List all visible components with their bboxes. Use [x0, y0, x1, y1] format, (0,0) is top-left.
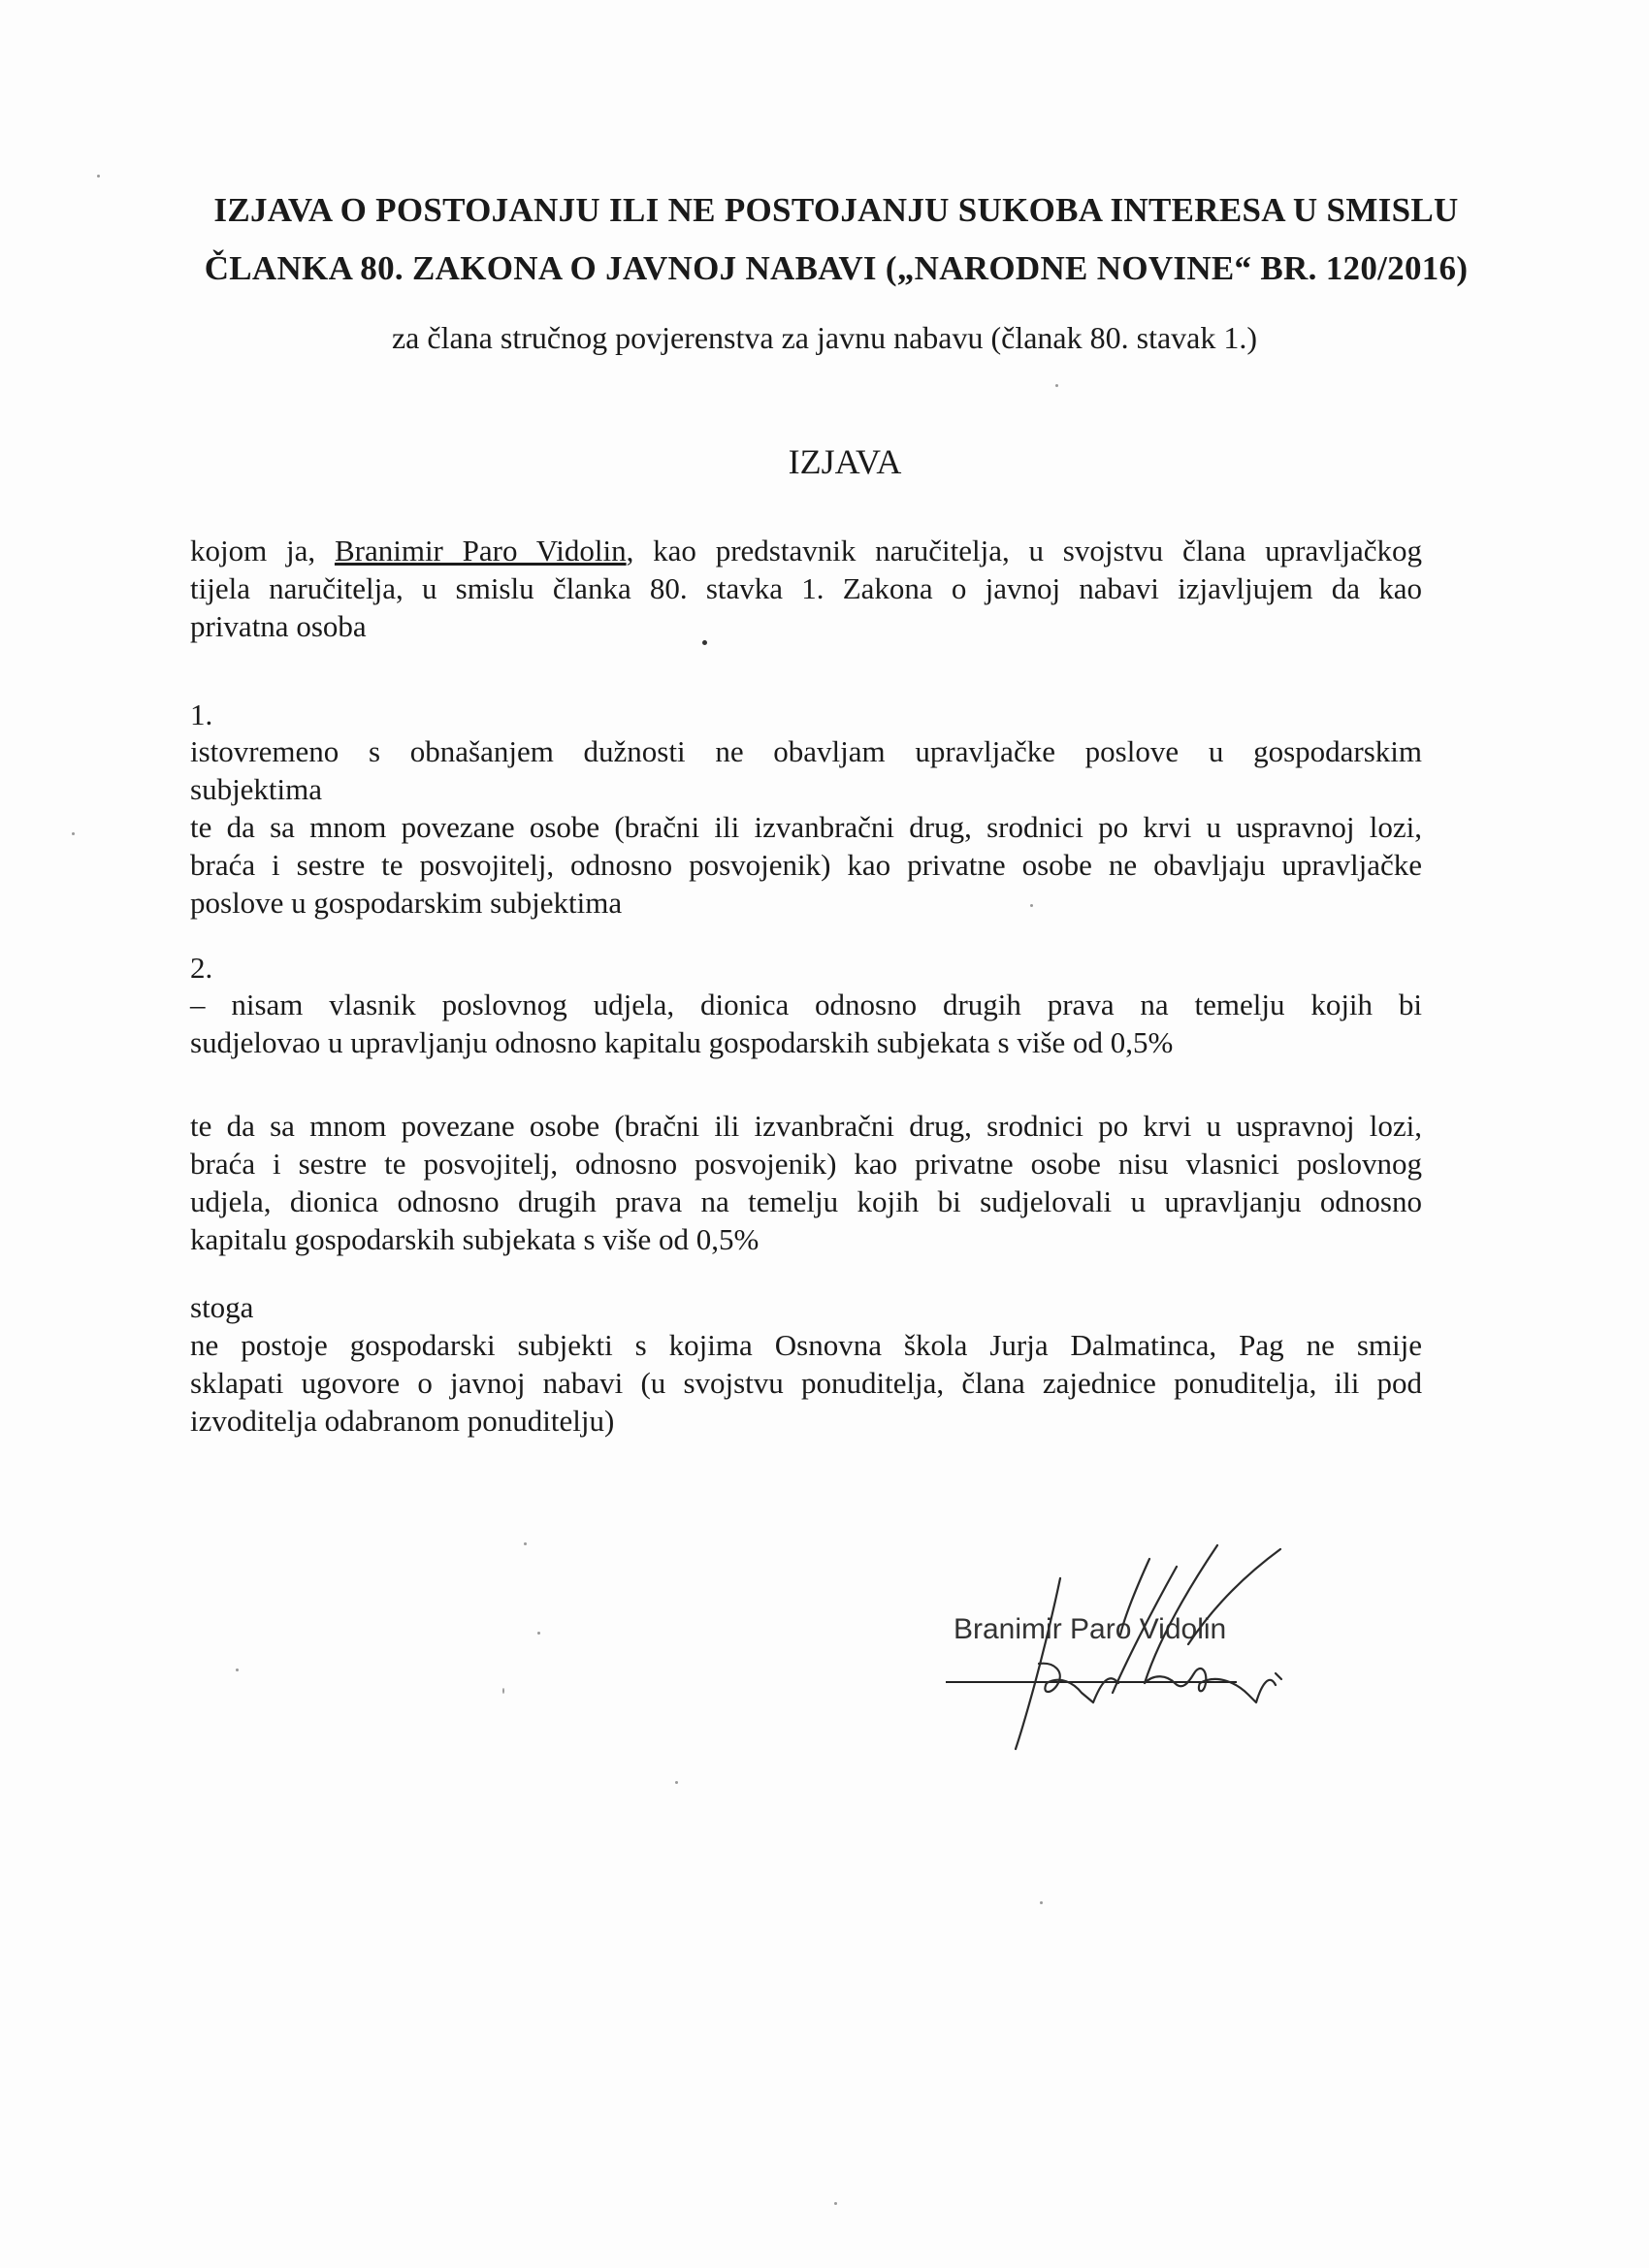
section-2-text-b	[190, 1107, 1422, 1258]
conclusion-line: ne postoje gospodarski subjekti s kojima Osnovna škola Jurja Dalmatinca, Pag ne smije	[190, 1328, 1422, 1362]
signature-printed-name: Branimir Paro Vidolin	[954, 1613, 1227, 1645]
scan-speck	[72, 832, 75, 835]
conclusion-line: izvoditelja odabranom ponuditelju)	[190, 1404, 615, 1438]
section-1-line: braća i sestre te posvojitelj, odnosno posvojenik) kao privatne osobe ne obavljaju upravljačke	[190, 848, 1422, 882]
section-1-line: istovremeno s obnašanjem dužnosti ne obavljam upravljačke poslove u gospodarskim	[190, 734, 1422, 768]
intro-line-1	[190, 532, 1422, 569]
section-2-line: te da sa mnom povezane osobe (bračni ili izvanbračni drug, srodnici po krvi u uspravnoj lozi,	[190, 1109, 1422, 1143]
scan-speck	[702, 640, 707, 645]
scan-speck	[1040, 1901, 1043, 1904]
intro-paragraph	[190, 532, 1422, 645]
conclusion-paragraph	[190, 1288, 1422, 1440]
handwritten-signature-icon	[946, 1538, 1353, 1761]
conclusion-line: sklapati ugovore o javnoj nabavi (u svojstvu ponuditelja, člana zajednice ponuditelja, ili pod	[190, 1366, 1422, 1400]
signature-block	[946, 1538, 1353, 1761]
scan-speck	[524, 1542, 527, 1545]
scan-speck	[1030, 904, 1033, 907]
section-2-text-a	[190, 986, 1422, 1061]
statement-heading: IZJAVA	[788, 442, 902, 481]
intro-prefix: kojom ja,	[190, 534, 335, 567]
section-2-line: kapitalu gospodarskih subjekata s više od 0,5%	[190, 1222, 760, 1256]
section-2-line: – nisam vlasnik poslovnog udjela, dionica odnosno drugih prava na temelju kojih bi	[190, 988, 1422, 1021]
declarant-name: Branimir Paro Vidolin	[334, 534, 627, 567]
scan-speck	[97, 175, 100, 178]
scan-speck	[675, 1781, 678, 1784]
section-2-line: sudjelovao u upravljanju odnosno kapitalu gospodarskih subjekata s više od 0,5%	[190, 1025, 1174, 1059]
document-title-line-2: ČLANKA 80. ZAKONA O JAVNOJ NABAVI („NARODNE NOVINE“ BR. 120/2016)	[204, 249, 1469, 287]
section-1-line: te da sa mnom povezane osobe (bračni ili izvanbračni drug, srodnici po krvi u uspravnoj lozi,	[190, 810, 1422, 844]
intro-suffix: , kao predstavnik naručitelja, u svojstvu člana upravljačkog	[626, 534, 1422, 567]
scan-speck	[502, 1688, 504, 1694]
section-2-line: udjela, dionica odnosno drugih prava na temelju kojih bi sudjelovali u upravljanju odnosno	[190, 1184, 1422, 1218]
section-1-number: 1.	[190, 697, 213, 731]
section-1-line: poslove u gospodarskim subjektima	[190, 886, 623, 920]
scan-speck	[236, 1669, 239, 1671]
document-title-line-1: IZJAVA O POSTOJANJU ILI NE POSTOJANJU SUKOBA INTERESA U SMISLU	[213, 191, 1459, 229]
section-2-number: 2.	[190, 951, 213, 985]
conclusion-line: stoga	[190, 1290, 254, 1324]
scan-speck	[834, 2202, 837, 2205]
scan-speck	[1055, 384, 1058, 387]
section-1-line: subjektima	[190, 772, 323, 806]
intro-line-3: privatna osoba	[190, 609, 367, 643]
section-2-line: braća i sestre te posvojitelj, odnosno posvojenik) kao privatne osobe nisu vlasnici poslovnog	[190, 1147, 1422, 1181]
section-1-text	[190, 732, 1422, 922]
intro-line-2: tijela naručitelja, u smislu članka 80. stavka 1. Zakona o javnoj nabavi izjavljujem da kao	[190, 571, 1422, 605]
document-subtitle: za člana stručnog povjerenstva za javnu nabavu (članak 80. stavak 1.)	[391, 320, 1258, 355]
scan-speck	[537, 1632, 540, 1635]
